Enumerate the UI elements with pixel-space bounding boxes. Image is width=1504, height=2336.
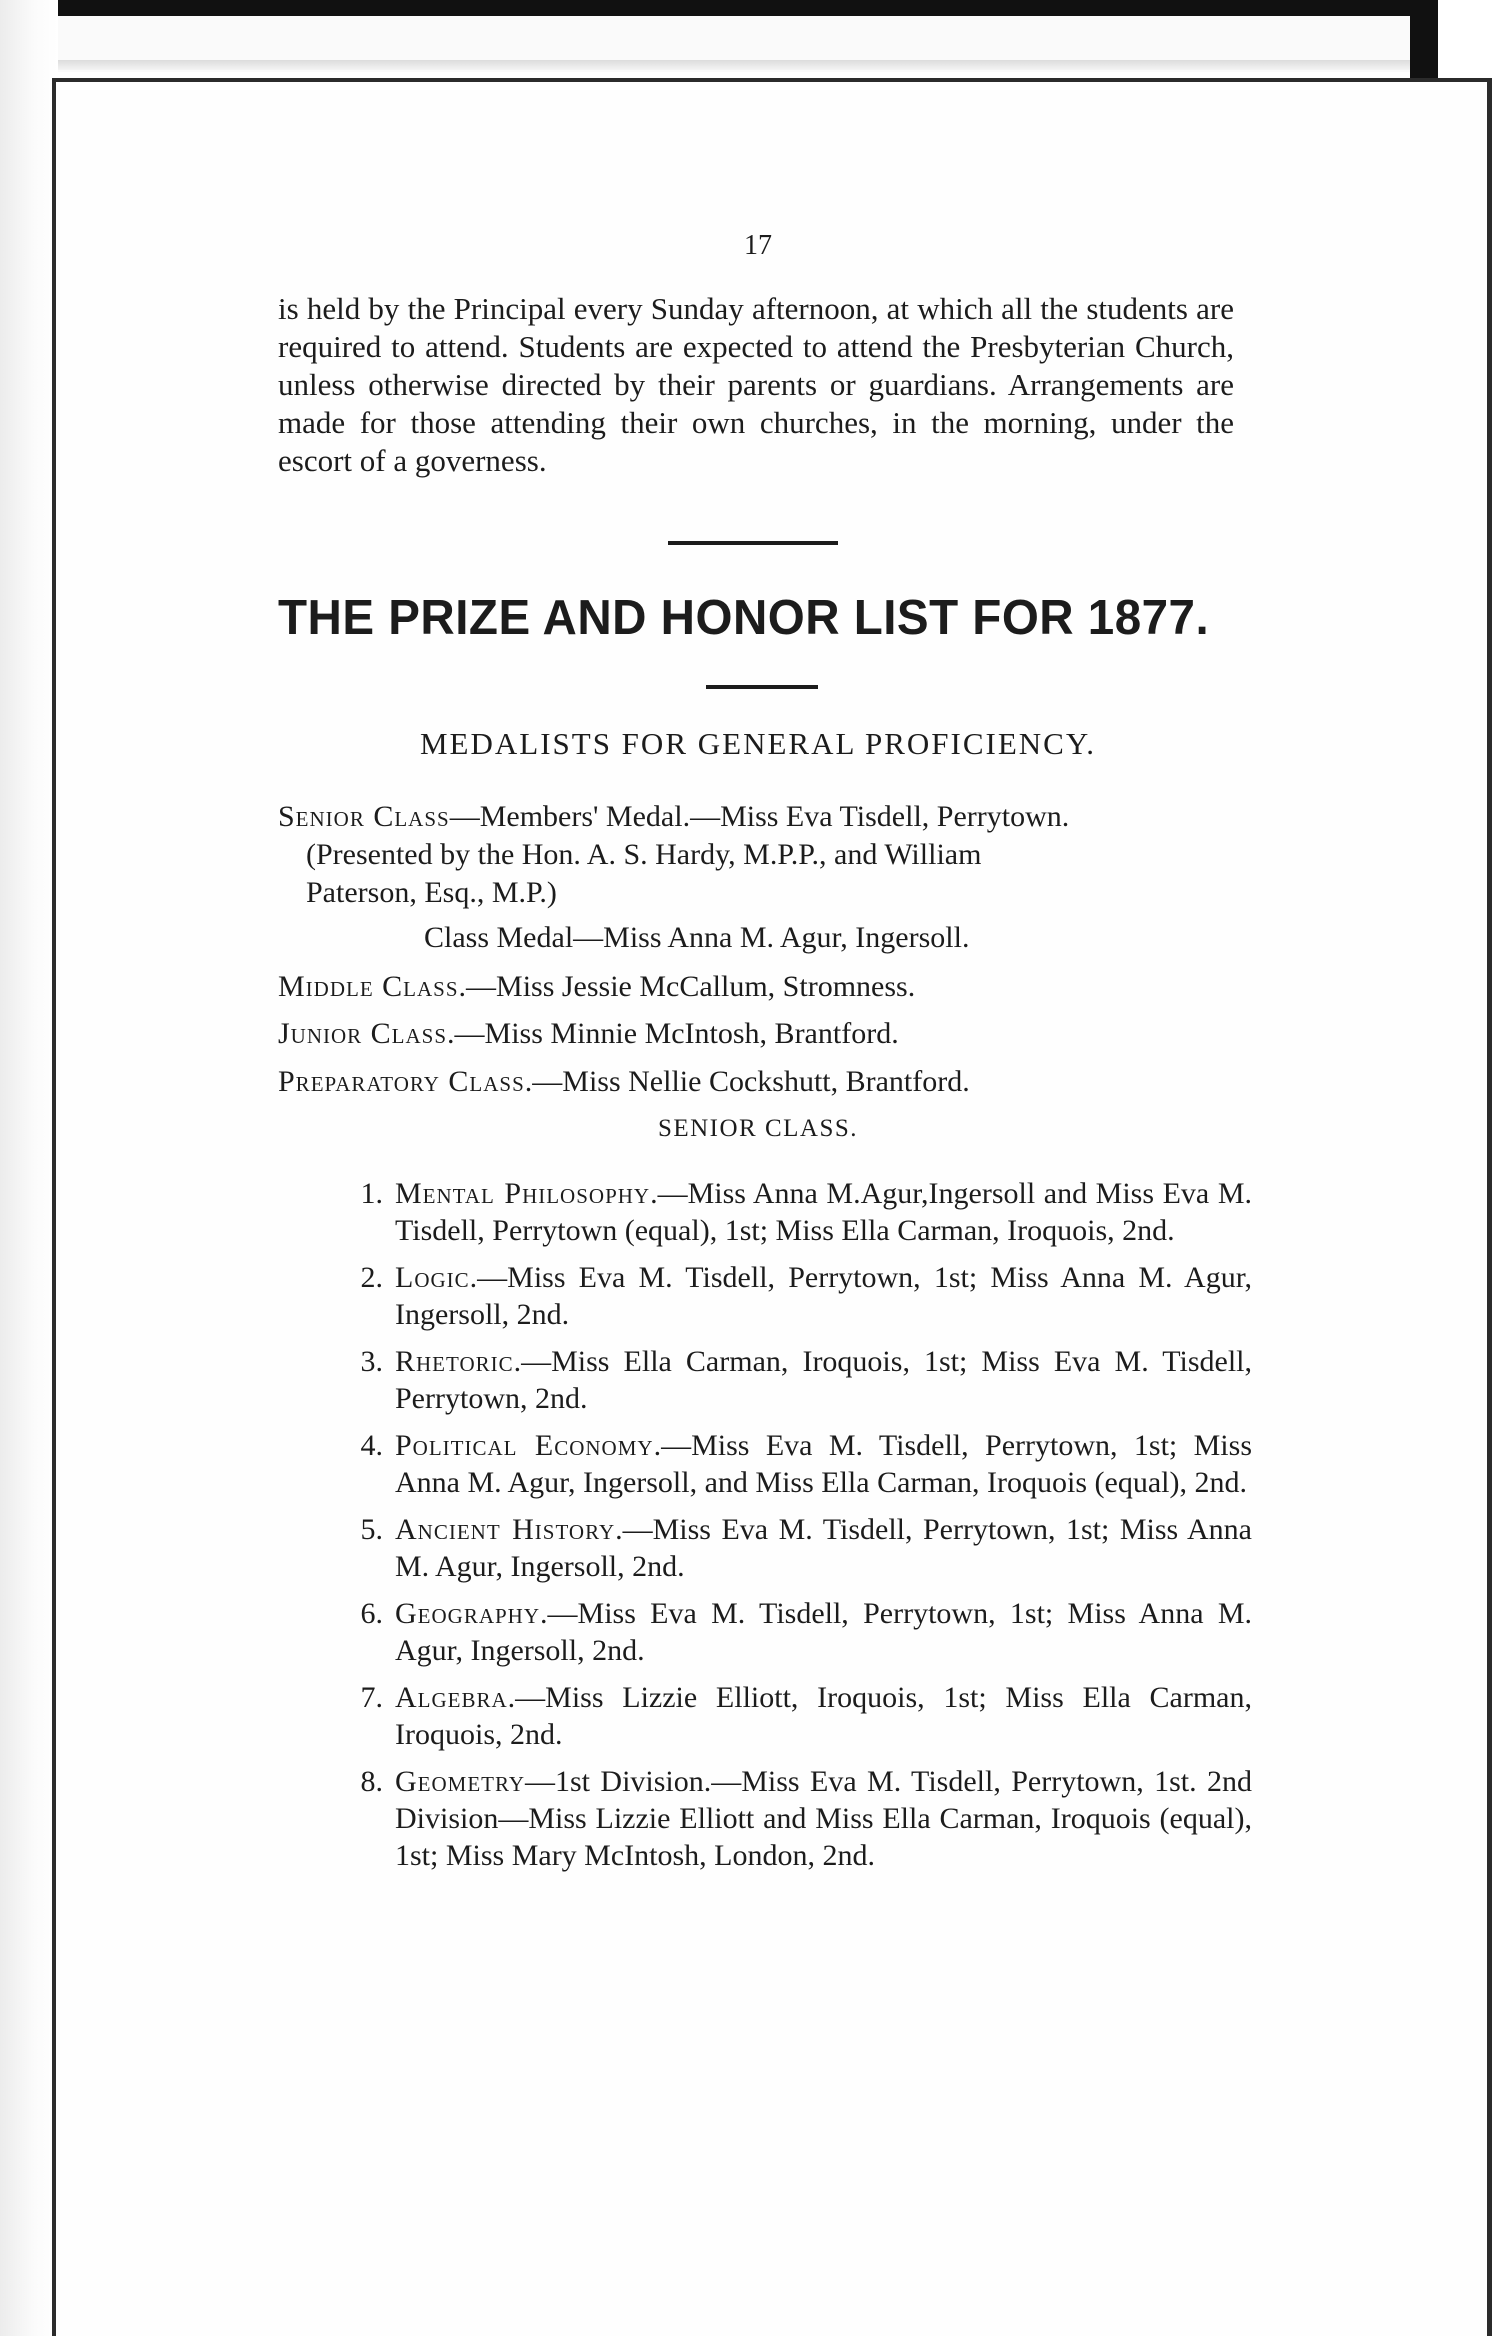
title-underline [706,685,818,689]
item-text: —1st Division.—Miss Eva M. Tisdell, Perrytown, 1st. 2nd Division—Miss Lizzie Elliott and Miss Ella Carman, Iroquois (equal), 1st; Miss Mary McIntosh, London, 2nd. [395,1765,1252,1872]
prize-list [300,1175,1252,1884]
item-body [395,1427,1252,1501]
senior-medal-presented-cont: Paterson, Esq., M.P.) [306,876,557,909]
item-number: 2. [360,1261,383,1294]
list-item [300,1343,1252,1417]
item-subject: Geography [395,1597,541,1630]
item-subject: Rhetoric [395,1345,514,1378]
item-subject: Geometry [395,1765,525,1798]
preparatory-medal-text: .—Miss Nellie Cockshutt, Brantford. [524,1065,970,1098]
list-item [300,1175,1252,1249]
page-number: 17 [744,230,772,261]
prize-list-title: THE PRIZE AND HONOR LIST FOR 1877. [278,591,1210,645]
middle-medal-line [278,968,915,1006]
item-number: 4. [360,1429,383,1462]
scan-top-right-edge [1410,0,1438,80]
item-body [395,1511,1252,1585]
item-text: .—Miss Lizzie Elliott, Iroquois, 1st; Miss Ella Carman, Iroquois, 2nd. [395,1681,1252,1751]
list-item [300,1595,1252,1669]
junior-medal-line [278,1015,899,1053]
item-text: .—Miss Anna M.Agur,Ingersoll and Miss Eva M. Tisdell, Perrytown (equal), 1st; Miss Ella Carman, Iroquois, 2nd. [395,1177,1252,1247]
senior-medal-presented-line: (Presented by the Hon. A. S. Hardy, M.P.P., and William [306,838,982,871]
preparatory-class-label: Preparatory Class [278,1065,525,1098]
item-text: .—Miss Eva M. Tisdell, Perrytown, 1st; Miss Anna M. Agur, Ingersoll, 2nd. [395,1597,1252,1667]
item-number: 1. [360,1177,383,1210]
list-item [300,1427,1252,1501]
item-number: 3. [360,1345,383,1378]
medalists-heading: MEDALISTS FOR GENERAL PROFICIENCY. [419,726,1096,761]
intro-text: is held by the Principal every Sunday afternoon, at which all the students are required to attend. Students are expected to attend the Presbyterian Church, unless otherwise directed by their parents or guardians. Arrangements are made for those attending their own churches, in the morning, under the escort of a governess. [278,291,1234,478]
scan-left-margin [0,0,58,2336]
item-subject: Political Economy [395,1429,654,1462]
list-item [300,1511,1252,1585]
item-subject: Algebra [395,1681,508,1714]
item-body [395,1763,1252,1874]
intro-paragraph [278,290,1234,480]
item-body [395,1679,1252,1753]
item-text: .—Miss Eva M. Tisdell, Perrytown, 1st; Miss Anna M. Agur, Ingersoll, 2nd. [395,1513,1252,1583]
senior-class-medal-line: Class Medal—Miss Anna M. Agur, Ingersoll. [424,921,970,954]
list-item [300,1259,1252,1333]
scan-top-band [0,0,1430,16]
middle-class-label: Middle Class [278,970,459,1003]
item-body [395,1595,1252,1669]
item-text: .—Miss Ella Carman, Iroquois, 1st; Miss Eva M. Tisdell, Perrytown, 2nd. [395,1345,1252,1415]
senior-class-label: Senior Class [278,800,450,833]
item-subject: Mental Philosophy [395,1177,651,1210]
list-item [300,1679,1252,1753]
item-number: 8. [360,1765,383,1798]
previous-page-shadow [0,60,1430,70]
senior-medal-line [278,798,1069,836]
item-number: 7. [360,1681,383,1714]
preparatory-medal-line [278,1063,970,1101]
item-text: .—Miss Eva M. Tisdell, Perrytown, 1st; Miss Anna M. Agur, Ingersoll, and Miss Ella Carman, Iroquois (equal), 2nd. [395,1429,1252,1499]
item-subject: Ancient History [395,1513,616,1546]
item-body [395,1343,1252,1417]
senior-class-heading: SENIOR CLASS. [657,1115,859,1142]
junior-class-label: Junior Class [278,1017,448,1050]
list-item [300,1763,1252,1874]
section-divider [668,541,838,545]
senior-medal-text: —Members' Medal.—Miss Eva Tisdell, Perrytown. [449,800,1070,833]
item-body [395,1175,1252,1249]
middle-medal-text: .—Miss Jessie McCallum, Stromness. [458,970,916,1003]
junior-medal-text: .—Miss Minnie McIntosh, Brantford. [447,1017,899,1050]
item-number: 6. [360,1597,383,1630]
item-body [395,1259,1252,1333]
item-subject: Logic [395,1261,470,1294]
item-number: 5. [360,1513,383,1546]
item-text: .—Miss Eva M. Tisdell, Perrytown, 1st; Miss Anna M. Agur, Ingersoll, 2nd. [395,1261,1252,1331]
